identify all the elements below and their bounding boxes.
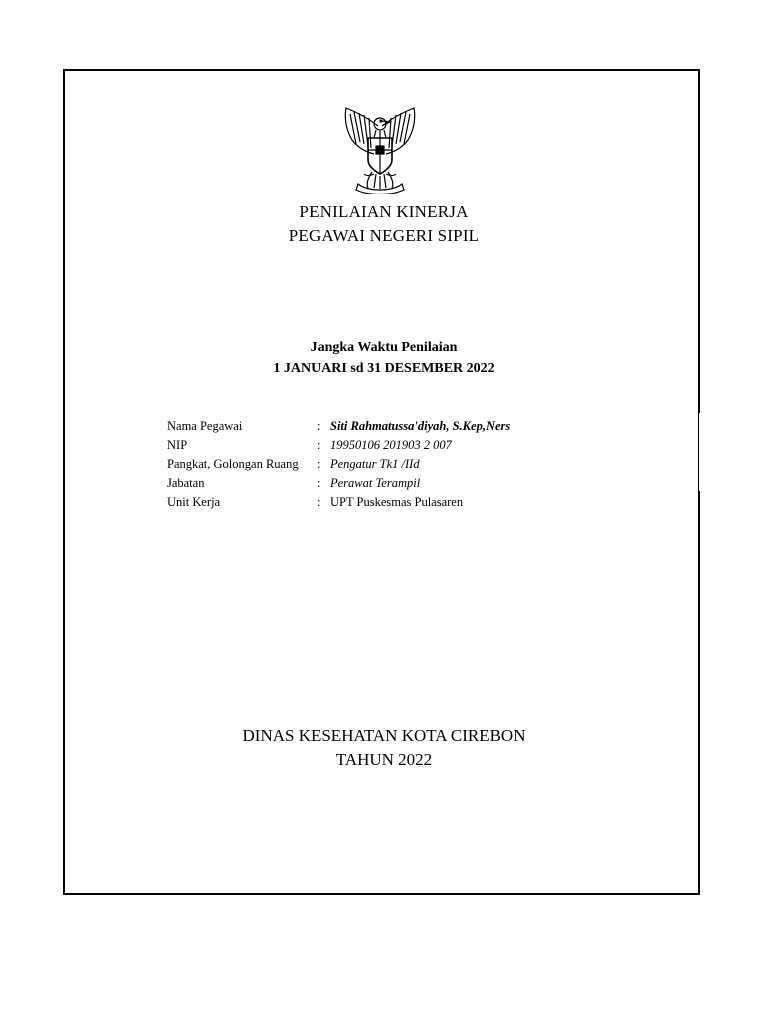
info-row-name [167, 417, 510, 436]
info-label: Pangkat, Golongan Ruang [167, 457, 299, 471]
info-label: Nama Pegawai [167, 419, 243, 433]
info-row-position [167, 474, 510, 493]
info-row-nip [167, 436, 510, 455]
info-row-rank [167, 455, 510, 474]
frame-gap [699, 413, 703, 491]
info-row-unit [167, 493, 510, 512]
period-label: Jangka Waktu Penilaian [310, 340, 458, 355]
info-separator: : [317, 438, 321, 452]
info-value-unit: UPT Puskesmas Pulasaren [330, 495, 464, 509]
info-value-nip: 19950106 201903 2 007 [330, 438, 452, 452]
info-label: Jabatan [167, 476, 205, 490]
info-value-rank: Pengatur Tk1 /IId [330, 457, 420, 471]
employee-info [167, 417, 510, 512]
document-year: TAHUN 2022 [335, 750, 433, 769]
agency-name: DINAS KESEHATAN KOTA CIREBON [242, 726, 526, 745]
info-separator: : [317, 495, 321, 509]
document-title-line2: PEGAWAI NEGERI SIPIL [288, 226, 480, 245]
info-separator: : [317, 476, 321, 490]
info-separator: : [317, 457, 321, 471]
info-separator: : [317, 419, 321, 433]
info-label: NIP [167, 438, 188, 452]
info-label: Unit Kerja [167, 495, 221, 509]
info-value-position: Perawat Terampil [330, 476, 421, 490]
document-title-line1: PENILAIAN KINERJA [299, 202, 469, 221]
garuda-pancasila-icon [338, 104, 422, 194]
period-value: 1 JANUARI sd 31 DESEMBER 2022 [273, 361, 495, 376]
info-value-name: Siti Rahmatussa'diyah, S.Kep,Ners [330, 419, 511, 433]
